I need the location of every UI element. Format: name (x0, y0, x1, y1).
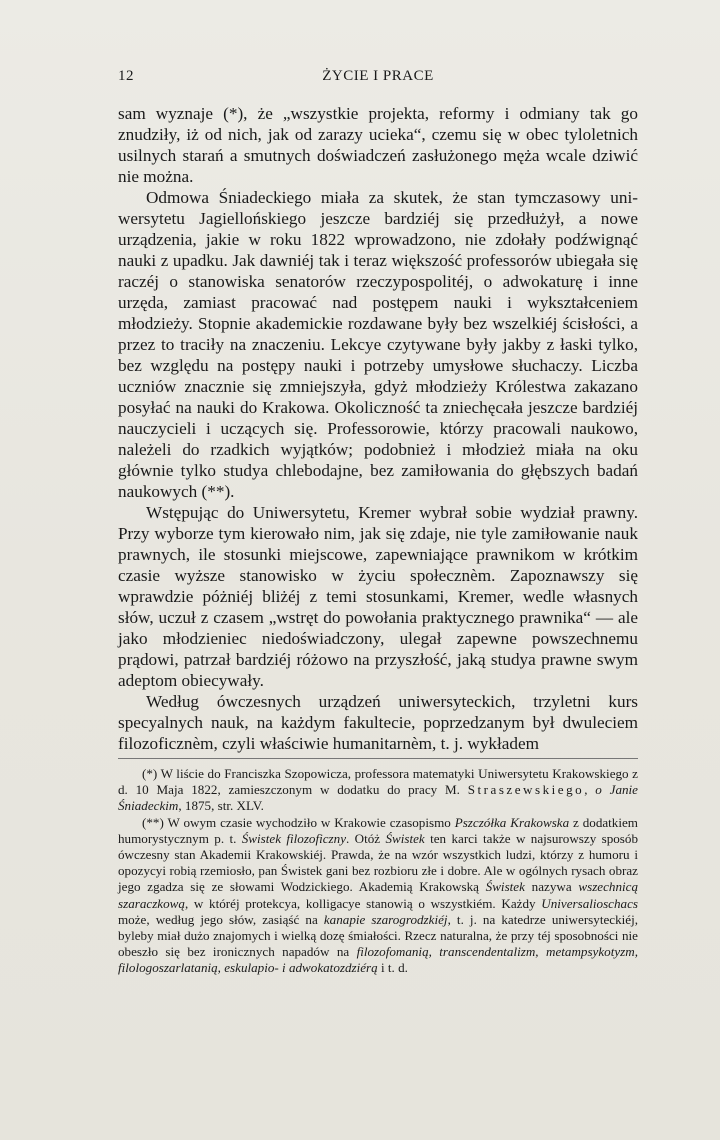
footnote-text: , w któréj protekcya, kolligacye stanowią o wszystkiém. Każdy (184, 895, 542, 911)
footnote-text: z dodatkiem humorystycznym p. t. (118, 814, 638, 846)
footnote-title: o Janie Śniadeckim (118, 782, 638, 814)
page-number: 12 (118, 68, 134, 84)
footnote-italic: Świstek (485, 879, 525, 895)
main-text (118, 103, 638, 754)
paragraph: Wstępując do Uniwersytetu, Kremer wybrał sobie wydział prawny. Przy wyborze tym kierowało nim, jak się zdaje, nie tyle zamiłowanie nauk prawnych, ile stosunki miejscowe, zapewniające prawnikom w krótkim czasie wyższe stanowisko w życiu społecznèm. Zapoznawszy się wprawdzie póżniéj bliżéj z temi stosunkami, Kremer, wedle własnych słów, uczuł z czasem „wstręt do powołania praktycznego prawnika“ — ale jako młodzieniec niedoświadczony, ulegał zapewne powszechnemu prądowi, patrzał bardziéj różowo na przyszłość, jaką studya prawne swym adeptom obiecywały. (118, 503, 638, 690)
footnotes (118, 766, 638, 977)
paragraph: sam wyznaje (*), że „wszystkie projekta, reformy i odmiany tak go znudziły, iż od nich, jak od zarazy ucieka“, czemu się w obec tyloletnich usilnych starań a smutnych doświadczeń zasłużonego męża wcale dziwić nie można. (118, 104, 638, 186)
page-header (118, 68, 638, 90)
footnote-italic: Pszczółka Krakowska (454, 814, 570, 830)
footnote-text: (*) W liście do Franciszka Szopowicza, professora matematyki Uniwersytetu Krakowskiego z d. 10 Maja 1822, zamieszczonym w dodatku do pracy M. (118, 766, 638, 798)
footnote-author: Straszewskiego (467, 782, 585, 798)
footnote-italic: Świstek (385, 830, 425, 846)
footnote-text: , t. j. na katedrze uniwersyteckiéj, byleby miał dużo znajomych i wielką dozę śmiałości. Rzecz naturalna, że przy téj sposobności nie obeszło się bez ironicznych napadów na (118, 911, 638, 960)
footnote-text: może, według jego słów, zasiąść na (118, 911, 324, 927)
footnote-text: , (584, 782, 596, 798)
running-title: ŻYCIE I PRACE (322, 68, 434, 84)
footnote-text: nazywa (524, 879, 579, 895)
footnote-italic: Świstek filozoficzny (241, 830, 347, 846)
paragraph: Odmowa Śniadeckiego miała za skutek, że stan tymczasowy uniwersytetu Jagiellońskiego jeszcze bardziéj się przedłużył, a nowe urządzenia, jakie w roku 1822 wprowadzono, nie zdołały podźwignąć nauki z upadku. Jak dawniéj tak i teraz większość professorów ubiegała się raczéj o stanowiska senatorów rzeczypospolitéj, o adwokaturę i inne urzęda, zamiast pracować nad postępem nauki i wykształceniem młodzieży. Stopnie akademickie rozdawane były bez wszelkiéj ścisłości, a przez to traciły na znaczeniu. Lekcye czytywane były jakby z łaski tylko, bez względu na postępy nauki i potrzeby umysłowe słuchaczy. Liczba uczniów znacznie się zmniejszyła, gdyż młodzieży Królestwa zakazano posyłać na nauki do Krakowa. Okoliczność ta zniechęcała jeszcze bardziéj nauczycieli i uczących się. Professorowie, którzy pracowali naukowo, należeli do rzadkich wyjątków; podobnież i młodzież miała na oku głównie tylko studya chlebodajne, bez zamiłowania do głębszych badań naukowych (**). (118, 188, 638, 501)
footnote-2 (118, 815, 638, 977)
footnote-text: ten karci także w najsurowszy sposób ówczesny stan Akademii Krakowskiéj. Prawda, że na wzór wszystkich ludzi, którzy z humoru i opozycyi robią rzemiosło, pan Świstek gani bez rozbioru złe i dobre. Ale w ogólnych rysach obraz jego zgadza się ze słowami Wodzickiego. Akademią Krakowską (118, 830, 638, 895)
footnote-1 (118, 766, 638, 815)
footnote-text: i t. d. (377, 960, 408, 976)
footnote-italic: Universalioschacs (541, 895, 638, 911)
footnote-divider (118, 758, 638, 759)
footnote-text: (**) W owym czasie wychodziło w Krakowie czasopismo (142, 814, 455, 830)
footnote-italic: wszechnicą szaraczkową (118, 879, 638, 911)
footnote-text: . Otóż (346, 830, 386, 846)
footnote-text: , 1875, str. XLV. (178, 798, 264, 814)
footnote-italic: kanapie szarogrodzkiéj (323, 911, 448, 927)
footnote-italic: filozofomanią, transcendentalizm, metampsykotyzm, filologoszarlatanią, eskulapio- i adwokatozdziérą (118, 944, 638, 976)
paragraph: Według ówczesnych urządzeń uniwersyteckich, trzyletni kurs specyalnych nauk, na każdym fakultecie, poprzedzanym był dwuleciem filozoficznèm, czyli właściwie humanitarnèm, t. j. wykładem (118, 692, 638, 753)
